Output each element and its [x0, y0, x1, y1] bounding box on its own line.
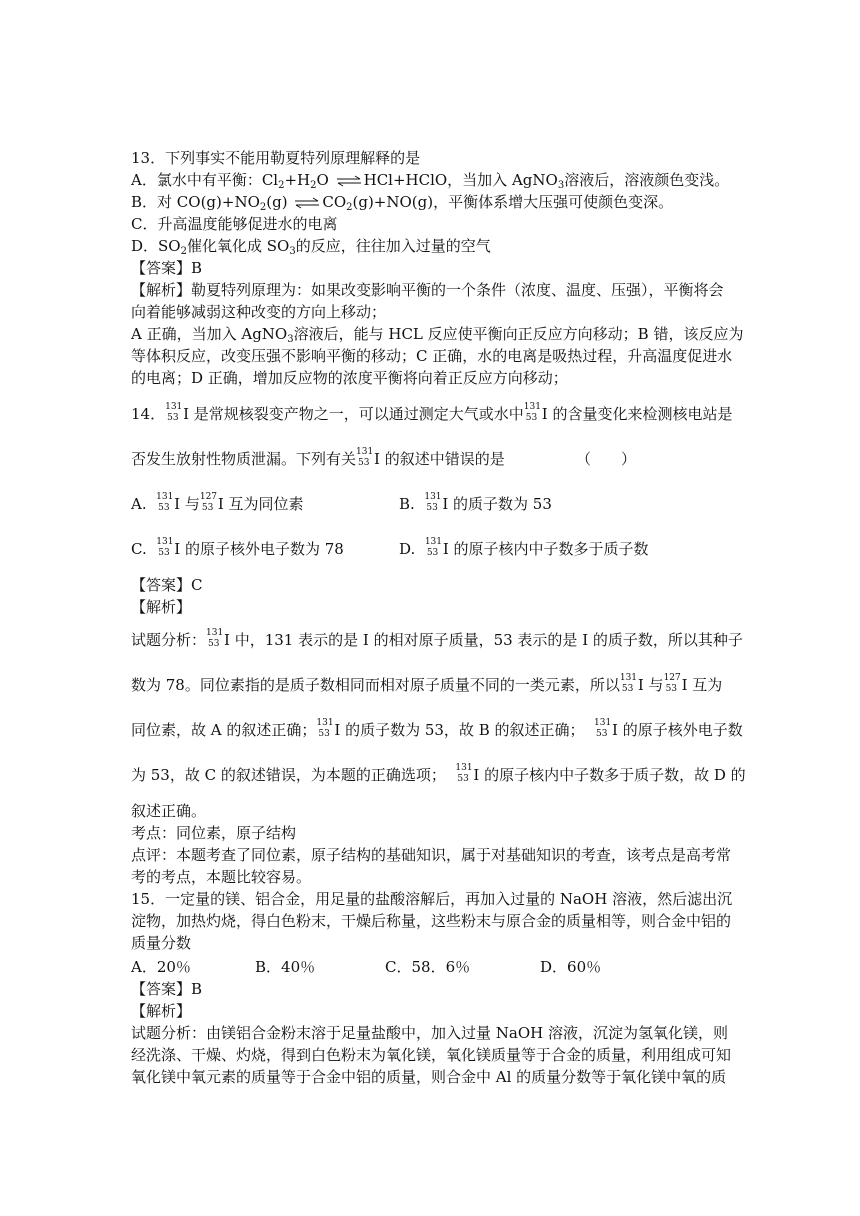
q15-option-d: D．60％: [540, 958, 602, 976]
q15-explanation-line-2: 经洗涤、干燥、灼烧，得到白色粉末为氧化镁，氧化镁质量等于合金的质量，利用组成可知: [131, 1046, 732, 1064]
q15-answer: 【答案】B: [131, 980, 203, 998]
q15-option-a: A．20％: [131, 958, 191, 976]
q13-option-c: C．升高温度能够促进水的电离: [131, 215, 338, 233]
isotope-i131-notation: 131 53: [316, 718, 334, 739]
q15-stem-line-1: 15．一定量的镁、铝合金，用足量的盐酸溶解后，再加入过量的 NaOH 溶液，然后滤出沉: [131, 890, 733, 908]
isotope-i131-notation: 131 53: [156, 537, 174, 558]
q13-option-d: D．$SO_2$催化氧化成 $SO_3$的反应，往往加入过量的空气: [131, 237, 491, 257]
isotope-i131-notation: 131 53: [424, 537, 442, 558]
q14-analysis-line-4: 为 53，故 C 的叙述错误，为本题的正确选项； 131 53 I 的原子核内中子数多于质子数，故 D 的: [131, 763, 746, 784]
q15-stem-line-2: 淀物，加热灼烧，得白色粉末，干燥后称量，这些粉末与原合金的质量相等，则合金中铝的: [131, 912, 732, 930]
q14-answer-blank: （ ）: [576, 450, 637, 468]
isotope-i131-notation: 131 53: [424, 492, 442, 513]
q14-option-a: A. 131 53 I 与 127 53 I 互为同位素: [131, 492, 304, 513]
equilibrium-arrow-icon: [294, 197, 320, 209]
q14-analysis-line-1: 试题分析： 131 53 I 中，131 表示的是 I 的相对原子质量，53 表示的是 I 的质子数，所以其种子: [131, 628, 743, 649]
q14-analysis-line-2: 数为 78。同位素指的是质子数相同而相对原子质量不同的一类元素，所以 131 53 I 与 127 53 I 互为: [131, 673, 723, 694]
isotope-i131-notation: 131 53: [455, 763, 473, 784]
q15-option-c: C．58．6％: [385, 958, 471, 976]
q15-stem-line-3: 质量分数: [131, 934, 192, 952]
isotope-i127-notation: 127 53: [663, 673, 681, 694]
isotope-i131-notation: 131 53: [523, 402, 541, 423]
isotope-i131-notation: 131 53: [594, 718, 612, 739]
q13-explanation-line-4: 等体积反应，改变压强不影响平衡的移动；C 正确，水的电离是吸热过程，升高温度促进水: [131, 347, 733, 365]
isotope-i131-notation: 131 53: [356, 447, 374, 468]
q13-explanation-line-5: 的电离；D 正确，增加反应物的浓度平衡将向着正反应方向移动；: [131, 369, 568, 387]
q14-comment-line-2: 考的考点，本题比较容易。: [131, 868, 312, 886]
isotope-i131-notation: 131 53: [206, 628, 224, 649]
q13-option-a: A．氯水中有平衡：$Cl_2+H_2O$ HCl+HClO，当加入 AgNO$_3$溶液后，溶液颜色变浅。: [131, 171, 730, 191]
q14-comment-line-1: 点评：本题考查了同位素，原子结构的基础知识，属于对基础知识的考查，该考点是高考常: [131, 846, 732, 864]
q14-key-points: 考点：同位素，原子结构: [131, 824, 297, 842]
q13-option-b: B．对 $CO(g)+NO_2(g)$ $CO_2(g)+NO(g)$，平衡体系增大压强可使颜色变深。: [131, 193, 674, 213]
isotope-i131-notation: 131 53: [156, 492, 174, 513]
q14-stem-line-2: 否发生放射性物质泄漏。下列有关 131 53 I 的叙述中错误的是: [131, 447, 505, 468]
q13-answer: 【答案】B: [131, 259, 203, 277]
q14-option-d: D. 131 53 I 的原子核内中子数多于质子数: [399, 537, 649, 558]
q14-option-c: C. 131 53 I 的原子核外电子数为 78: [131, 537, 344, 558]
q15-explanation-line-1: 试题分析：由镁铝合金粉末溶于足量盐酸中，加入过量 NaOH 溶液，沉淀为氢氧化镁，则: [131, 1024, 728, 1042]
isotope-i131-notation: 131 53: [165, 402, 183, 423]
q15-explanation-line-3: 氧化镁中氧元素的质量等于合金中铝的质量，则合金中 Al 的质量分数等于氧化镁中氧的质: [131, 1068, 727, 1086]
q14-stem-line-1: 14． 131 53 I 是常规核裂变产物之一，可以通过测定大气或水中 131 53 I 的含量变化来检测核电站是: [131, 402, 733, 423]
q14-answer: 【答案】C: [131, 576, 203, 594]
q13-explanation-line-3: A 正确，当加入 AgNO$_3$溶液后，能与 HCL 反应使平衡向正反应方向移动；B 错，该反应为: [131, 325, 744, 345]
q14-explanation-heading: 【解析】: [131, 598, 192, 616]
q13-explanation-line-2: 向着能够减弱这种改变的方向上移动；: [131, 303, 387, 321]
q14-analysis-line-5: 叙述正确。: [131, 802, 207, 820]
q14-analysis-line-3: 同位素，故 A 的叙述正确； 131 53 I 的质子数为 53，故 B 的叙述正确； 131 53 I 的原子核外电子数: [131, 718, 743, 739]
equilibrium-arrow-icon: [336, 175, 362, 187]
q13-stem: 13．下列事实不能用勒夏特列原理解释的是: [131, 149, 421, 167]
q15-option-b: B．40％: [255, 958, 316, 976]
q14-option-b: B. 131 53 I 的质子数为 53: [399, 492, 552, 513]
isotope-i127-notation: 127 53: [199, 492, 218, 513]
isotope-i131-notation: 131 53: [619, 673, 638, 694]
q15-explanation-heading: 【解析】: [131, 1002, 192, 1020]
q13-explanation-line-1: 【解析】勒夏特列原理为：如果改变影响平衡的一个条件（浓度、温度、压强），平衡将会: [131, 281, 724, 299]
